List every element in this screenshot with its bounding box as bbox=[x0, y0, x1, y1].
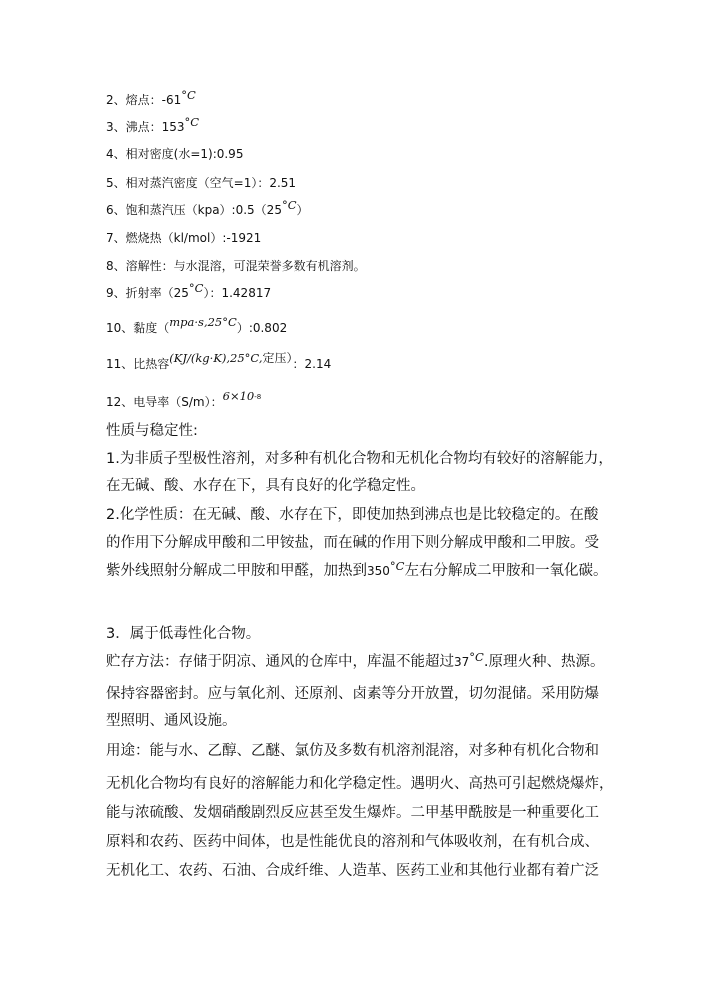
vapor-pressure-suffix: ） bbox=[296, 203, 309, 217]
celsius-unit: °C bbox=[389, 559, 405, 573]
usage-line-e bbox=[106, 861, 599, 881]
stability-2-line-b bbox=[106, 533, 599, 553]
usage-line-b bbox=[106, 774, 614, 794]
stability-2-text-c-suffix: 左右分解成二甲胺和一氧化碳。 bbox=[404, 563, 608, 579]
stability-1-line-a bbox=[106, 449, 613, 469]
conductivity-exponent: -8 bbox=[254, 393, 262, 401]
viscosity-unit-expr: mpa·s,25°C bbox=[169, 315, 237, 329]
boiling-point-text: 3、沸点：153 bbox=[106, 120, 185, 134]
usage-text-c: 能与浓硫酸、发烟硝酸剧烈反应甚至发生爆炸。二甲基甲酰胺是一种重要化工 bbox=[106, 805, 599, 821]
usage-text-e: 无机化工、农药、石油、合成纤维、人造革、医药工业和其他行业都有着广泛 bbox=[106, 863, 599, 879]
density-line bbox=[106, 146, 243, 162]
stability-1-text-a: 1.为非质子型极性溶剂，对多种有机化合物和无机化合物均有较好的溶解能力， bbox=[106, 451, 613, 467]
heat-capacity-unit-tail: 定压） bbox=[262, 351, 293, 365]
stability-1-line-b bbox=[106, 476, 425, 496]
heat-capacity-text: 11、比热容 bbox=[106, 357, 170, 371]
temperature-value: 37 bbox=[454, 655, 470, 669]
stability-2-line-a bbox=[106, 505, 598, 525]
heat-capacity-suffix: ：2.14 bbox=[292, 357, 332, 371]
temperature-value: 350 bbox=[367, 564, 390, 578]
conductivity-line bbox=[106, 389, 262, 412]
storage-text-a-suffix: .原理火种、热源。 bbox=[483, 654, 605, 670]
celsius-unit: °C bbox=[188, 281, 204, 295]
melting-point-text: 2、熔点：-61 bbox=[106, 93, 182, 107]
density-text: 4、相对密度(水=1):0.95 bbox=[106, 147, 244, 161]
celsius-unit: °C bbox=[184, 115, 200, 129]
storage-text-a: 贮存方法：存储于阴凉、通风的仓库中，库温不能超过 bbox=[106, 654, 454, 670]
viscosity-line bbox=[106, 315, 288, 336]
celsius-unit: °C bbox=[181, 88, 196, 102]
storage-text-c: 型照明、通风设施。 bbox=[106, 713, 237, 729]
usage-line-d bbox=[106, 832, 599, 852]
stability-2-line-c bbox=[106, 561, 607, 581]
storage-line-b bbox=[106, 684, 599, 704]
usage-text-b: 无机化合物均有良好的溶解能力和化学稳定性。遇明火、高热可引起燃烧爆炸， bbox=[106, 776, 614, 792]
celsius-unit: °C bbox=[281, 198, 297, 212]
combustion-heat-line bbox=[106, 230, 261, 246]
usage-text-a: 用途：能与水、乙醇、乙醚、氯仿及多数有机溶剂混溶，对多种有机化合物和 bbox=[106, 743, 599, 759]
stability-title bbox=[106, 421, 198, 441]
heat-capacity-unit-expr: (KJ/(kg·K),25°C, bbox=[169, 351, 263, 365]
toxicity-line bbox=[106, 624, 260, 644]
storage-line-a bbox=[106, 652, 604, 672]
celsius-unit: °C bbox=[469, 650, 484, 664]
refraction-suffix: ）：1.42817 bbox=[203, 286, 272, 300]
storage-text-b: 保持容器密封。应与氧化剂、还原剂、卤素等分开放置，切勿混储。采用防爆 bbox=[106, 686, 599, 702]
usage-line-a bbox=[106, 741, 599, 761]
refraction-line bbox=[106, 281, 272, 301]
vapor-density-line bbox=[106, 175, 296, 191]
viscosity-text: 10、黏度（ bbox=[106, 321, 170, 335]
refraction-text: 9、折射率（25 bbox=[106, 286, 189, 300]
stability-2-text-b: 的作用下分解成甲酸和二甲铵盐，而在碱的作用下则分解成甲酸和二甲胺。受 bbox=[106, 535, 599, 551]
combustion-heat-text: 7、燃烧热（kl/mol）:-1921 bbox=[106, 231, 262, 245]
solubility-text: 8、溶解性：与水混溶，可混荣誉多数有机溶剂。 bbox=[106, 259, 366, 273]
toxicity-text: 3．属于低毒性化合物。 bbox=[106, 626, 261, 642]
stability-title-text: 性质与稳定性: bbox=[106, 423, 198, 439]
vapor-density-text: 5、相对蒸汽密度（空气=1）：2.51 bbox=[106, 176, 297, 190]
stability-1-text-b: 在无碱、酸、水存在下，具有良好的化学稳定性。 bbox=[106, 478, 425, 494]
stability-2-text-c: 紫外线照射分解成二甲胺和甲醛，加热到 bbox=[106, 563, 367, 579]
usage-text-d: 原料和农药、医药中间体，也是性能优良的溶剂和气体吸收剂，在有机合成、 bbox=[106, 834, 599, 850]
vapor-pressure-text: 6、饱和蒸汽压（kpa）:0.5（25 bbox=[106, 203, 282, 217]
usage-line-c bbox=[106, 803, 599, 823]
storage-line-c bbox=[106, 711, 237, 731]
boiling-point-line bbox=[106, 115, 200, 135]
solubility-line bbox=[106, 258, 366, 274]
stability-2-text-a: 2.化学性质：在无碱、酸、水存在下，即使加热到沸点也是比较稳定的。在酸 bbox=[106, 507, 599, 523]
heat-capacity-line bbox=[106, 351, 332, 372]
conductivity-mantissa: 6×10 bbox=[222, 389, 255, 403]
viscosity-suffix: ）:0.802 bbox=[236, 321, 288, 335]
melting-point-line bbox=[106, 88, 196, 108]
vapor-pressure-line bbox=[106, 198, 309, 218]
conductivity-text: 12、电导率（S/m）： bbox=[106, 395, 223, 409]
